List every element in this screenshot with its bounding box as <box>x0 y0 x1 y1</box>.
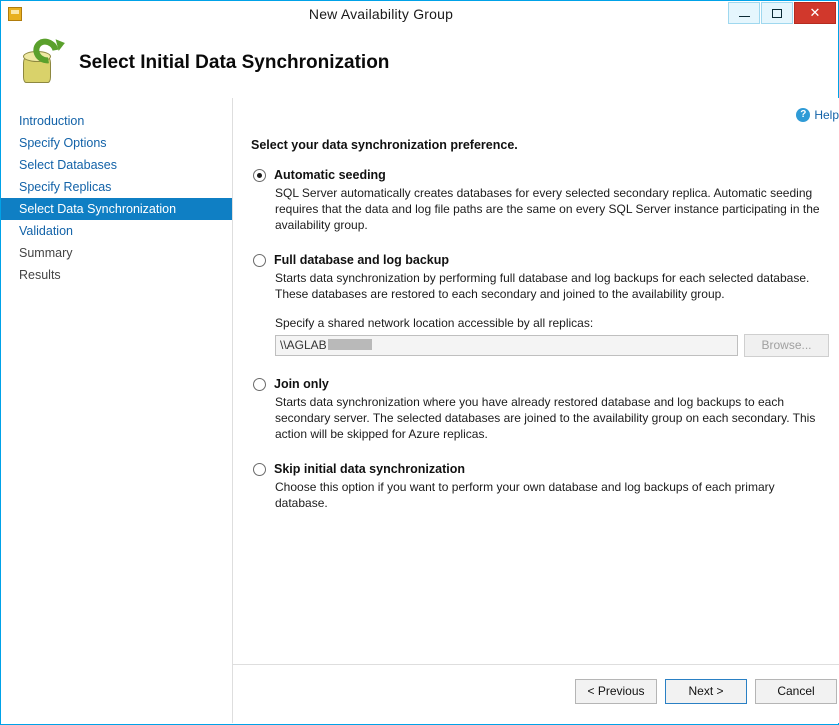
sidebar-item-specify-replicas[interactable]: Specify Replicas <box>19 180 112 194</box>
option-description: Starts data synchronization where you have already restored database and log backups to each secondary server. The selected databases are joined to the availability group on each secondary. This action will be skipped for Azure replicas. <box>275 395 816 441</box>
shared-location-value: \\AGLAB <box>280 338 327 352</box>
next-button[interactable]: Next > <box>665 679 747 704</box>
footer-buttons <box>567 679 837 704</box>
browse-button[interactable]: Browse... <box>744 334 829 357</box>
window-body <box>1 98 838 723</box>
wizard-content <box>233 98 839 723</box>
option-label: Automatic seeding <box>274 168 386 182</box>
shared-location-row <box>275 334 829 357</box>
option-description: SQL Server automatically creates databases for every selected secondary replica. Automatic seeding requires that the data and log file paths are the same on every SQL Server instance participating in the availability group. <box>275 186 820 232</box>
option-description: Choose this option if you want to perform your own database and log backups of each primary database. <box>275 480 775 510</box>
minimize-button[interactable] <box>728 2 760 24</box>
option-description: Starts data synchronization by performing full database and log backups for each selected database. These databases are restored to each secondary and joined to the availability group. <box>275 271 810 301</box>
wizard-footer <box>233 664 839 723</box>
redacted-block <box>328 339 372 350</box>
radio-automatic-seeding[interactable] <box>253 169 266 182</box>
shared-location-label: Specify a shared network location accessible by all replicas: <box>275 316 594 330</box>
wizard-steps-sidebar <box>1 98 233 723</box>
sidebar-item-validation[interactable]: Validation <box>19 224 73 238</box>
option-join-only[interactable] <box>251 377 829 442</box>
help-label: Help <box>814 108 839 122</box>
page-title: Select Initial Data Synchronization <box>79 52 390 73</box>
sidebar-item-summary: Summary <box>19 246 73 260</box>
page-header <box>1 28 838 98</box>
option-automatic-seeding[interactable] <box>251 168 829 233</box>
sidebar-item-select-data-synchronization[interactable]: Select Data Synchronization <box>1 198 232 220</box>
option-skip-initial-data-synchronization[interactable] <box>251 462 829 511</box>
sidebar-item-specify-options[interactable]: Specify Options <box>19 136 107 150</box>
window-title: New Availability Group <box>308 6 454 22</box>
options-pane <box>233 98 839 511</box>
option-label: Full database and log backup <box>274 253 450 267</box>
radio-full-database-and-log-backup[interactable] <box>253 254 266 267</box>
window-controls <box>728 1 838 25</box>
option-full-database-and-log-backup[interactable] <box>251 253 829 357</box>
sidebar-item-introduction[interactable]: Introduction <box>19 114 85 128</box>
option-label: Skip initial data synchronization <box>274 462 466 476</box>
option-label: Join only <box>274 377 329 391</box>
sync-database-icon <box>17 37 65 89</box>
window-titlebar <box>1 1 838 28</box>
cancel-button[interactable]: Cancel <box>755 679 837 704</box>
radio-skip-initial-data-synchronization[interactable] <box>253 463 266 476</box>
sidebar-item-select-databases[interactable]: Select Databases <box>19 158 117 172</box>
radio-join-only[interactable] <box>253 378 266 391</box>
previous-button[interactable]: < Previous <box>575 679 657 704</box>
close-button[interactable]: ✕ <box>794 2 836 24</box>
app-icon <box>6 5 24 23</box>
help-icon: ? <box>796 108 810 122</box>
pane-lead-text: Select your data synchronization preference. <box>251 138 518 152</box>
shared-location-input[interactable] <box>275 335 738 356</box>
maximize-button[interactable] <box>761 2 793 24</box>
help-link[interactable] <box>796 108 839 122</box>
sidebar-item-results: Results <box>19 268 61 282</box>
